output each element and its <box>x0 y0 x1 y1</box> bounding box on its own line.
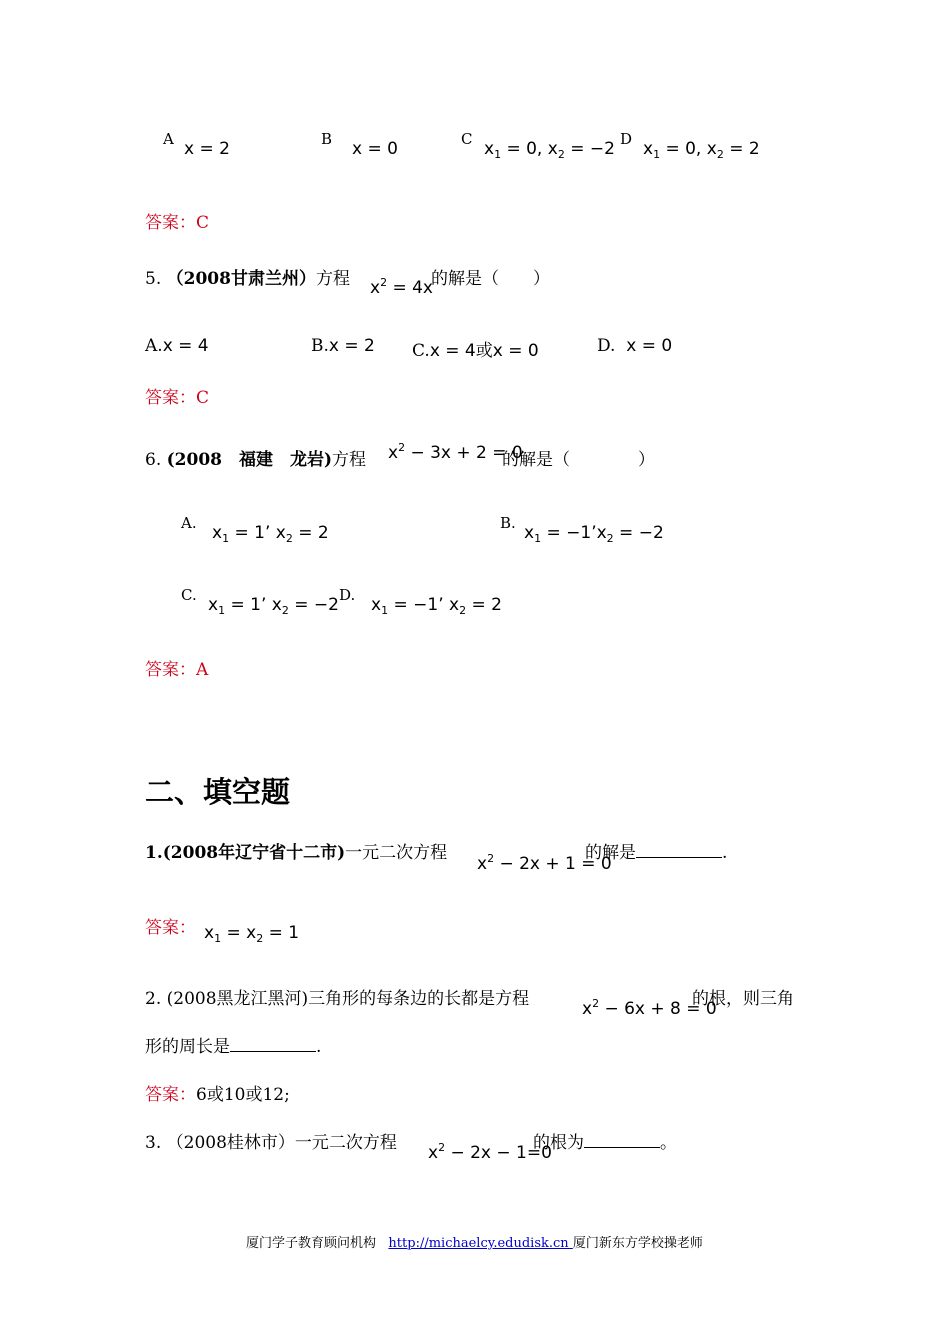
q4-option-c-expr: $x_1 = 0$, $x_2 = -2$ <box>484 139 615 161</box>
q6-source: (2008 福建 龙岩) <box>166 450 333 470</box>
f2-source: (2008黑龙江黑河) <box>166 989 309 1009</box>
q6-number: 6. <box>145 450 162 470</box>
q4-answer: 答案：C <box>145 213 210 233</box>
f3-source: （2008桂林市） <box>166 1133 295 1153</box>
q5-equation: $x^2 = 4x$ <box>370 276 433 298</box>
q6-tail: 的解是（ ） <box>502 450 655 470</box>
f1-source: (2008年辽宁省十二市) <box>162 843 346 863</box>
q5-answer: 答案：C <box>145 388 210 408</box>
q6-option-a-expr: $x_1 = 1$’ $x_2 = 2$ <box>212 523 329 545</box>
f1-line: 1.(2008年辽宁省十二市)一元二次方程 <box>145 843 448 863</box>
f3-tail: 的根为 。 <box>533 1133 677 1153</box>
q6-equation: $x^2 - 3x + 2 = 0$ <box>388 441 523 463</box>
f1-equation: $x^2 - 2x + 1 = 0$ <box>477 852 612 874</box>
f1-number: 1. <box>145 843 163 863</box>
q5-option-b: B.x = 2 <box>311 336 375 356</box>
f2-equation: $x^2 - 6x + 8 = 0$ <box>582 997 717 1019</box>
f3-answer-blank[interactable] <box>584 1131 660 1148</box>
q4-option-b-label: B <box>321 130 333 148</box>
q5-line: 5. （2008甘肃兰州）方程 <box>145 269 350 289</box>
q4-option-a-label: A <box>163 130 174 148</box>
f2-tail: 的根，则三角 <box>692 989 794 1009</box>
f2-line: 2. (2008黑龙江黑河)三角形的每条边的长都是方程 <box>145 989 530 1009</box>
q5-option-c: C.x = 4或x = 0 <box>412 341 539 361</box>
q6-option-c-label: C. <box>181 586 197 604</box>
q4-option-d-expr: $x_1 = 0$, $x_2 = 2$ <box>643 139 760 161</box>
f1-answer-blank[interactable] <box>636 841 722 858</box>
q4-option-b-expr: x = 0 <box>352 139 398 159</box>
q6-option-a-label: A. <box>181 514 197 532</box>
q5-option-d: D. x = 0 <box>597 336 673 356</box>
f2-answer-blank[interactable] <box>230 1035 316 1052</box>
f1-tail: 的解是 . <box>585 843 728 863</box>
q5-source: （2008甘肃兰州） <box>166 269 316 289</box>
footer-tail: 厦门新东方学校操老师 <box>572 1236 703 1251</box>
footer <box>246 1232 703 1251</box>
f3-equation: $x^2 - 2x - 1=0$ <box>428 1141 552 1163</box>
q6-option-b-label: B. <box>500 514 516 532</box>
f3-number: 3. <box>145 1133 162 1153</box>
q6-option-d-expr: $x_1 = -1$’ $x_2 = 2$ <box>371 595 502 617</box>
f2-number: 2. <box>145 989 162 1009</box>
q5-option-a: A.x = 4 <box>145 336 209 356</box>
f1-answer-label: 答案： <box>145 918 196 938</box>
q6-option-c-expr: $x_1 = 1$’ $x_2 = -2$ <box>208 595 339 617</box>
q6-option-b-expr: $x_1$ = $-1’x_2 = -2$ <box>524 523 664 545</box>
q6-line: 6. (2008 福建 龙岩)方程 <box>145 450 367 470</box>
f1-answer: $x_1 = x_2 = 1$ <box>204 923 300 945</box>
footer-org: 厦门学子教育顾问机构 <box>246 1236 377 1251</box>
f3-line: 3. （2008桂林市）一元二次方程 <box>145 1133 397 1153</box>
q5-number: 5. <box>145 269 162 289</box>
q4-option-a-expr: x = 2 <box>184 139 230 159</box>
section-title: 二、填空题 <box>145 775 291 809</box>
f2-answer: 答案：6或10或12; <box>145 1085 290 1105</box>
q6-option-d-label: D. <box>339 586 356 604</box>
q4-option-c-label: C <box>461 130 473 148</box>
f2-line2: 形的周长是 . <box>145 1037 322 1057</box>
q6-answer: 答案：A <box>145 660 209 680</box>
q4-option-d-label: D <box>620 130 633 148</box>
q5-tail: 的解是（ ） <box>431 269 550 289</box>
footer-link[interactable]: http://michaelcy.edudisk.cn <box>388 1236 573 1251</box>
